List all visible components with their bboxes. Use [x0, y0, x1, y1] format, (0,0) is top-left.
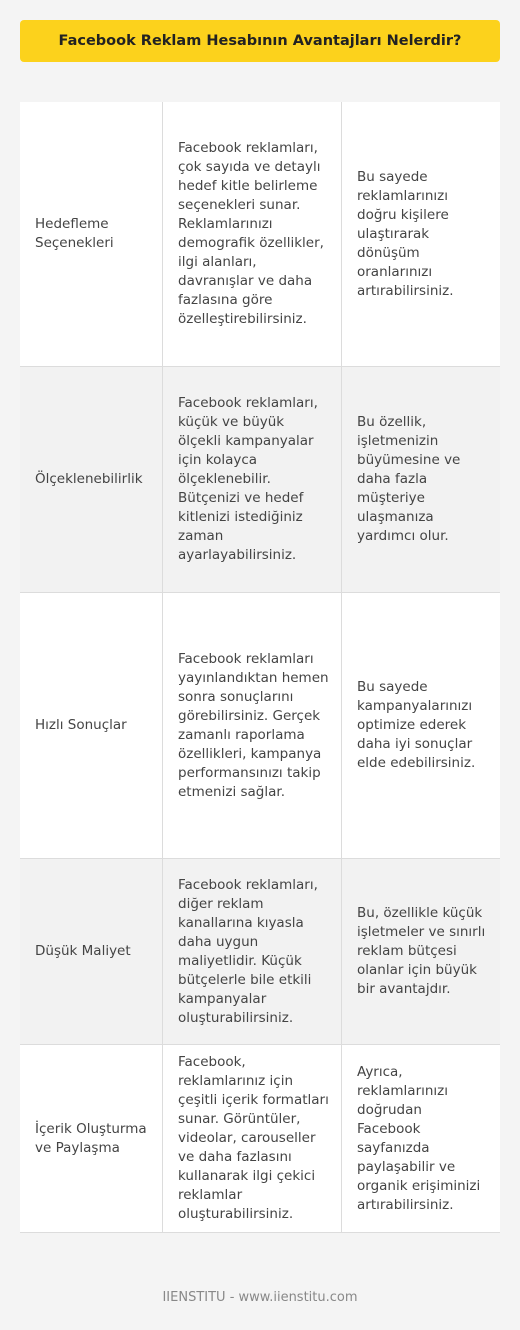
benefit-cell: Bu sayede reklamlarınızı doğru kişilere ulaştırarak dönüşüm oranlarınızı artırabilirsiniz.	[357, 168, 454, 299]
table-row	[20, 367, 500, 593]
feature-cell: Ölçeklenebilirlik	[20, 367, 163, 592]
benefit-cell: Bu özellik, işletmenizin büyümesine ve daha fazla müşteriye ulaşmanıza yardımcı olur.	[357, 414, 461, 544]
footer-credit: IIENSTITU - www.iienstitu.com	[162, 1290, 358, 1305]
table-row	[20, 102, 500, 367]
feature-cell: Hedefleme Seçenekleri	[20, 102, 163, 366]
benefit-cell: Ayrıca, reklamlarınızı doğrudan Facebook sayfanızda paylaşabilir ve organik erişiminizi artırabilirsiniz.	[357, 1063, 481, 1213]
benefit-cell: Bu, özellikle küçük işletmeler ve sınırlı reklam bütçesi olanlar için büyük bir avantajdır.	[357, 905, 486, 997]
table-row	[20, 859, 500, 1045]
description-cell: Facebook reklamları, çok sayıda ve detaylı hedef kitle belirleme seçenekleri sunar. Reklamlarınızı demografik özellikler, ilgi alanları, davranışlar ve daha fazlasına göre özelleştirebilirsiniz.	[163, 102, 342, 366]
benefit-cell: Bu sayede kampanyalarınızı optimize ederek daha iyi sonuçlar elde edebilirsiniz.	[357, 679, 476, 771]
description-cell: Facebook reklamları, diğer reklam kanallarına kıyasla daha uygun maliyetlidir. Küçük bütçelerle bile etkili kampanyalar oluşturabilirsiniz.	[163, 859, 342, 1044]
advantages-table	[20, 102, 500, 1233]
description-cell: Facebook reklamları yayınlandıktan hemen sonra sonuçlarını görebilirsiniz. Gerçek zamanlı raporlama özellikleri, kampanya performansınızı takip etmenizi sağlar.	[163, 593, 342, 858]
description-cell: Facebook, reklamlarınız için çeşitli içerik formatları sunar. Görüntüler, videolar, carouseller ve daha fazlasını kullanarak ilgi çekici reklamlar oluşturabilirsiniz.	[163, 1045, 342, 1232]
page-title: Facebook Reklam Hesabının Avantajları Nelerdir?	[20, 20, 500, 62]
table-row	[20, 1045, 500, 1233]
table-row	[20, 593, 500, 859]
feature-cell: Hızlı Sonuçlar	[20, 593, 163, 858]
feature-cell: Düşük Maliyet	[20, 859, 163, 1044]
description-cell: Facebook reklamları, küçük ve büyük ölçekli kampanyalar için kolayca ölçeklenebilir. Bütçenizi ve hedef kitlenizi istediğiniz zaman ayarlayabilirsiniz.	[163, 367, 342, 592]
feature-cell: İçerik Oluşturma ve Paylaşma	[20, 1045, 163, 1232]
